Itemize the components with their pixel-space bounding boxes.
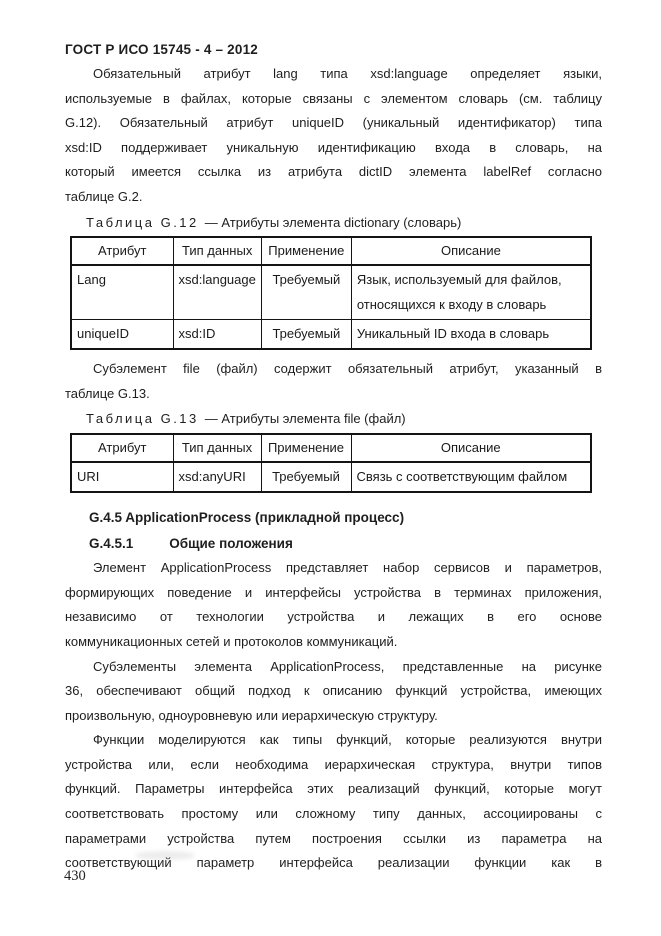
- table-g13: [70, 433, 592, 493]
- cell-datatype: xsd:ID: [173, 320, 261, 350]
- cell-description: Связь с соответствующим файлом: [351, 462, 591, 492]
- table-caption-label: Таблица G.12: [86, 214, 199, 230]
- cell-attribute: uniqueID: [71, 320, 173, 350]
- table-header-row: [71, 237, 591, 265]
- table-caption-text: — Атрибуты элемента dictionary (словарь): [204, 214, 462, 230]
- section-title: Общие положения: [169, 535, 293, 551]
- page-content: [65, 38, 602, 876]
- paragraph-line: xsd:ID поддерживает уникальную идентификацию входа в словарь, на: [65, 139, 602, 155]
- paragraph-line: Функции моделируются как типы функций, которые реализуются внутри: [93, 732, 602, 748]
- paragraph-line: Элемент ApplicationProcess представляет набор сервисов и параметров,: [93, 560, 602, 576]
- cell-attribute: Lang: [71, 265, 173, 320]
- paragraph-line: параметрами устройства путем построения ссылки из параметра на: [65, 830, 602, 846]
- paragraph-line: соответствовать простому или сложному типу данных, ассоциированы с: [65, 806, 602, 822]
- paragraph-line: произвольную, одноуровневую или иерархическую структуру.: [65, 707, 438, 723]
- table-row: [71, 265, 591, 320]
- paragraph-line: устройства или, если необходима иерархическая структура, внутри типов: [65, 756, 602, 772]
- paragraph-4: [65, 655, 602, 729]
- column-header-description: Описание: [351, 434, 591, 462]
- cell-usage: Требуемый: [261, 462, 351, 492]
- column-header-attribute: Атрибут: [71, 434, 173, 462]
- paragraph-line: G.12). Обязательный атрибут uniqueID (уникальный идентификатор) типа: [65, 115, 602, 131]
- document-header: ГОСТ Р ИСО 15745 - 4 – 2012: [65, 42, 258, 57]
- paragraph-line: соответствующий параметр интерфейса реализации функции как в: [65, 855, 602, 871]
- cell-usage: Требуемый: [261, 265, 351, 320]
- paragraph-line: 36, обеспечивают общий подход к описанию функций устройства, имеющих: [65, 683, 602, 699]
- table-g12-caption: [65, 211, 602, 236]
- section-number: G.4.5.1: [89, 535, 134, 551]
- paragraph-line: коммуникационных сетей и протоколов коммуникаций.: [65, 633, 398, 649]
- section-heading-g451: [65, 532, 602, 557]
- paragraph-line: функций. Параметры интерфейса этих реализаций функций, которые могут: [65, 781, 602, 797]
- cell-description: Язык, используемый для файлов, относящихся к входу в словарь: [351, 265, 591, 320]
- paragraph-line: используемые в файлах, которые связаны с элементом словарь (см. таблицу: [65, 90, 602, 106]
- paragraph-line: формирующих поведение и интерфейсы устройства в терминах приложения,: [65, 584, 602, 600]
- column-header-datatype: Тип данных: [173, 434, 261, 462]
- page-number: 430: [64, 868, 86, 884]
- table-g12: [70, 236, 592, 350]
- column-header-datatype: Тип данных: [173, 237, 261, 265]
- table-g13-caption: [65, 407, 602, 432]
- cell-attribute: URI: [71, 462, 173, 492]
- table-row: [71, 320, 591, 350]
- column-header-usage: Применение: [261, 237, 351, 265]
- paragraph-3: [65, 556, 602, 654]
- paragraph-line: который имеется ссылка из атрибута dictID элемента labelRef согласно: [65, 164, 602, 180]
- scan-artifact: [135, 851, 195, 860]
- section-heading-g45: G.4.5 ApplicationProcess (прикладной процесс): [89, 509, 405, 525]
- table-caption-text: — Атрибуты элемента file (файл): [204, 411, 406, 427]
- cell-description: Уникальный ID входа в словарь: [351, 320, 591, 350]
- column-header-description: Описание: [351, 237, 591, 265]
- paragraph-line: Субэлементы элемента ApplicationProcess, представленные на рисунке: [93, 658, 602, 674]
- paragraph-line: Обязательный атрибут lang типа xsd:language определяет языки,: [93, 66, 602, 81]
- table-caption-label: Таблица G.13: [86, 411, 199, 427]
- column-header-attribute: Атрибут: [71, 237, 173, 265]
- cell-datatype: xsd:anyURI: [173, 462, 261, 492]
- paragraph-line: таблице G.2.: [65, 188, 143, 204]
- paragraph-1: [65, 62, 602, 210]
- column-header-usage: Применение: [261, 434, 351, 462]
- table-header-row: [71, 434, 591, 462]
- paragraph-line: таблице G.13.: [65, 385, 150, 401]
- paragraph-line: независимо от технологии устройства и лежащих в его основе: [65, 609, 602, 625]
- paragraph-line: Субэлемент file (файл) содержит обязательный атрибут, указанный в: [93, 361, 602, 377]
- table-row: [71, 462, 591, 492]
- paragraph-2: [65, 357, 602, 406]
- cell-datatype: xsd:language: [173, 265, 261, 320]
- cell-usage: Требуемый: [261, 320, 351, 350]
